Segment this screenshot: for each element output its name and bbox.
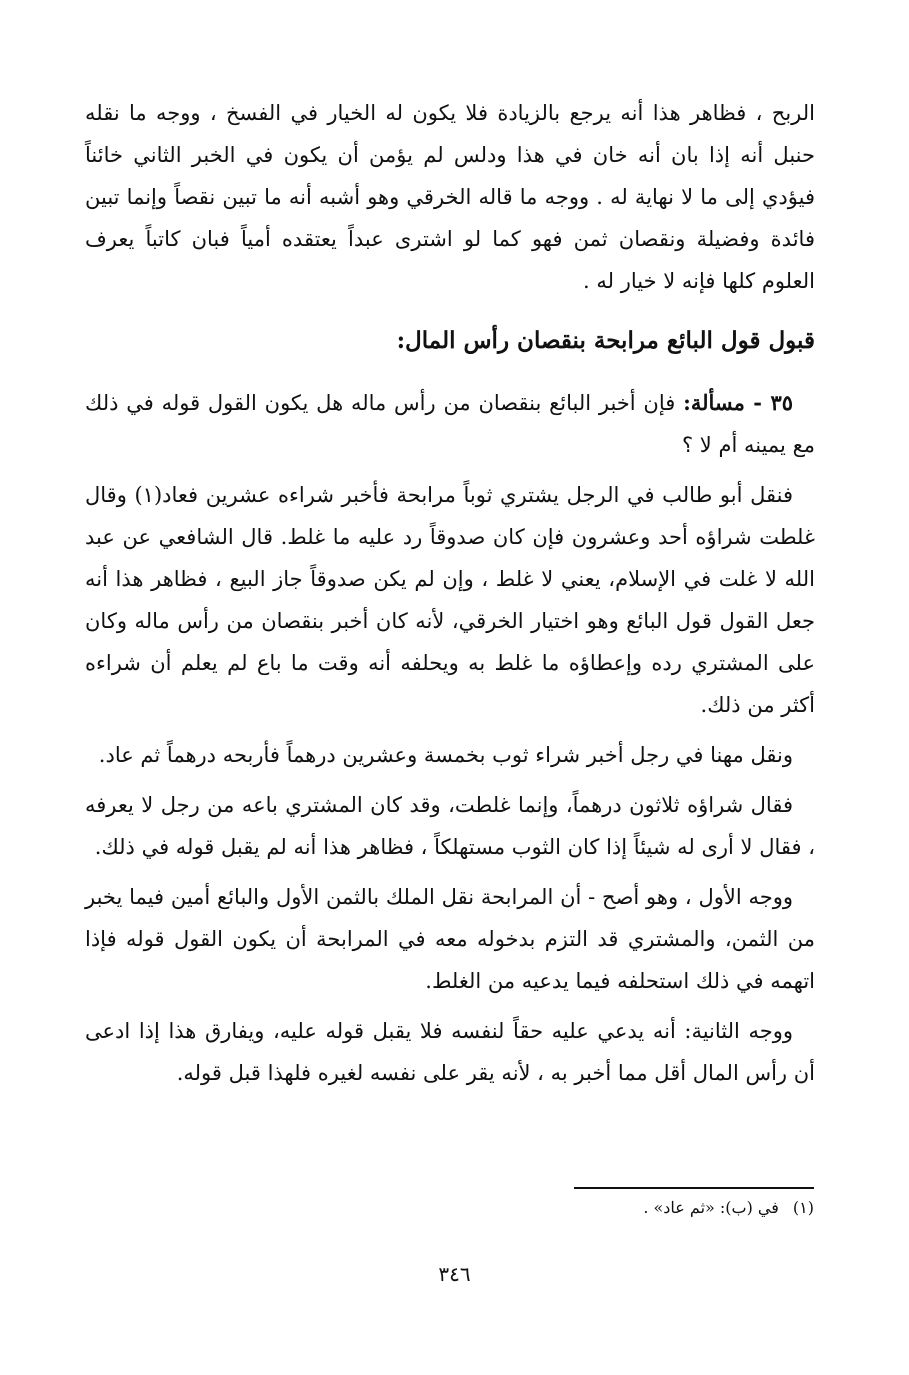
masala-text: فإن أخبر البائع بنقصان من رأس ماله هل يكون القول قوله في ذلك مع يمينه أم لا ؟ [85,391,815,457]
paragraph-top-1: الربح ، فظاهر هذا أنه يرجع بالزيادة فلا يكون له الخيار في الفسخ ، ووجه ما نقله حنبل أنه إذا بان أنه خان في هذا ودلس لم يؤمن أن يكون في الخبر الثاني خائناً فيؤدي إلى ما لا نهاية له . ووجه ما قاله الخرقي وهو أشبه أنه ما تبين نقصاً وإنما تبين فائدة وفضيلة ونقصان ثمن فهو كما لو اشترى عبداً يعتقده أمياً فبان كاتباً يعرف العلوم كلها فإنه لا خيار له . [85,101,815,293]
page-number: ٣٤٦ [438,1262,471,1286]
footnote-number: (١) [792,1198,814,1217]
footnote [643,1195,814,1221]
masala-label: ٣٥ - مسألة: [683,390,793,415]
masala-paragraph [85,382,815,466]
page-body [85,92,815,1102]
footnote-divider [574,1187,814,1189]
footnote-text: في (ب): «ثم عاد» . [643,1198,779,1217]
paragraph-body-1: فنقل أبو طالب في الرجل يشتري ثوباً مرابحة فأخبر شراءه عشرين فعاد(١) وقال غلطت شراؤه أحد وعشرون فإن كان صدوقاً رد عليه ما غلط. قال الشافعي عن عبد الله لا غلت في الإسلام، يعني لا غلط ، وإن لم يكن صدوقاً جاز البيع ، فظاهر هذا أنه جعل القول قول البائع وهو اختيار الخرقي، لأنه كان أخبر بنقصان من رأس ماله وكان على المشتري رده وإعطاؤه ما غلط به ويحلفه أنه وقت ما باع لم يعلم أن شراءه أكثر من ذلك. [85,483,815,717]
paragraph-body-5: ووجه الثانية: أنه يدعي عليه حقاً لنفسه فلا يقبل قوله عليه، ويفارق هذا إذا ادعى أن رأس المال أقل مما أخبر به ، لأنه يقر على نفسه لغيره فلهذا قبل قوله. [85,1019,815,1085]
paragraph-body-3: فقال شراؤه ثلاثون درهماً، وإنما غلطت، وقد كان المشتري باعه من رجل لا يعرفه ، فقال لا أرى له شيئاً إذا كان الثوب مستهلكاً ، فظاهر هذا أنه لم يقبل قوله في ذلك. [85,793,815,859]
section-heading: قبول قول البائع مرابحة بنقصان رأس المال: [396,327,815,354]
paragraph-body-4: ووجه الأول ، وهو أصح - أن المرابحة نقل الملك بالثمن الأول والبائع أمين فيما يخبر من الثمن، والمشتري قد التزم بدخوله معه في المرابحة أن يكون القول قوله فإذا اتهمه في ذلك استحلفه فيما يدعيه من الغلط. [85,885,815,993]
paragraph-body-2: ونقل مهنا في رجل أخبر شراء ثوب بخمسة وعشرين درهماً فأربحه درهماً ثم عاد. [98,743,793,767]
